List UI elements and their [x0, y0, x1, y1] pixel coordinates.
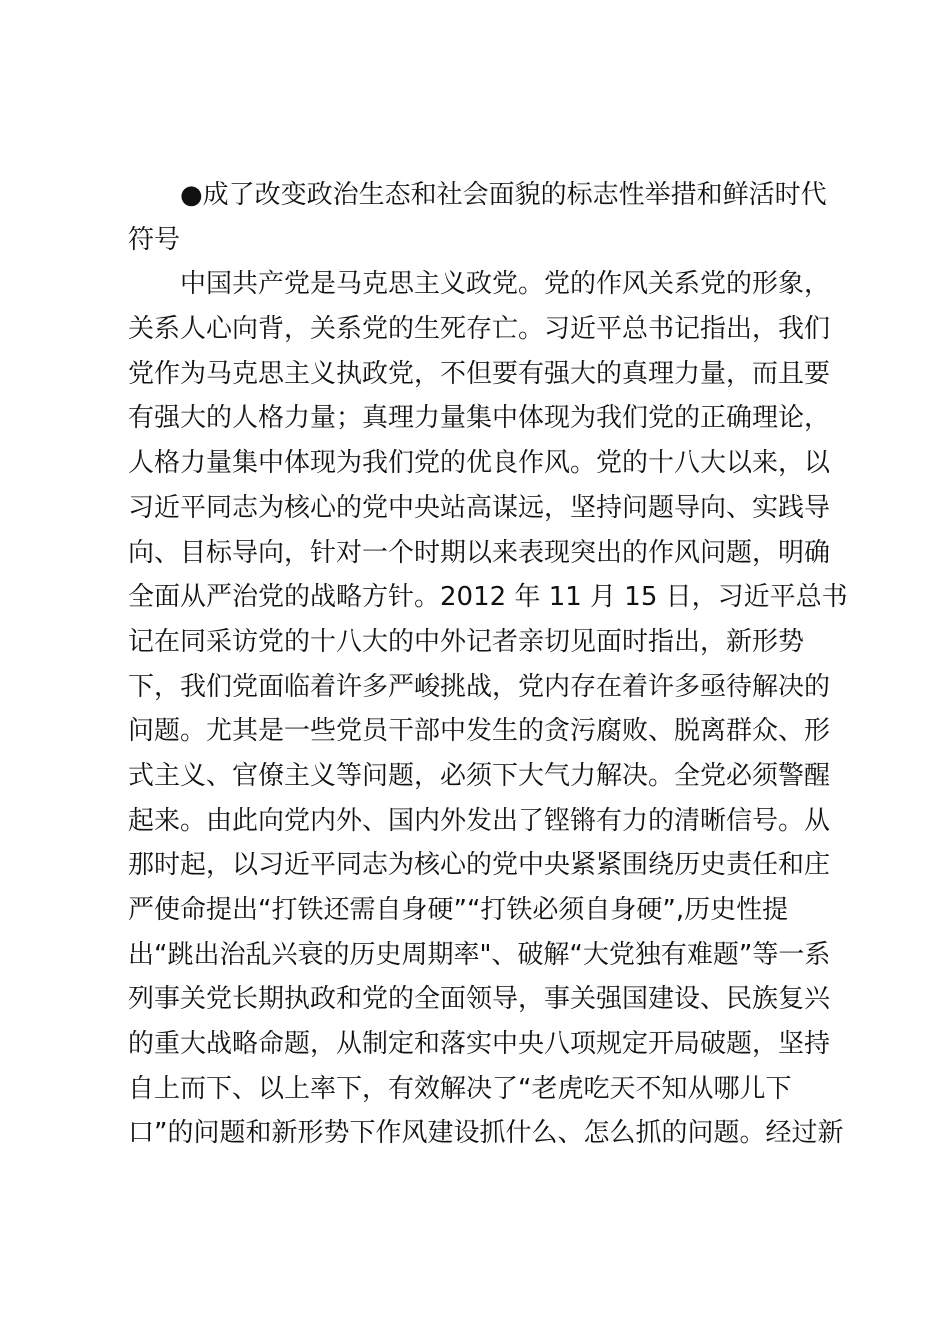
paragraph-line: 习近平同志为核心的党中央站高谋远，坚持问题导向、实践导: [128, 492, 831, 523]
paragraph-line: 那时起，以习近平同志为核心的党中央紧紧围绕历史责任和庄: [128, 850, 831, 881]
paragraph-line: 中国共产党是马克思主义政党。党的作风关系党的形象，: [180, 269, 831, 300]
paragraph-line: 起来。由此向党内外、国内外发出了铿锵有力的清晰信号。从: [128, 805, 831, 836]
paragraph-line: 问题。尤其是一些党员干部中发生的贪污腐败、脱离群众、形: [128, 716, 831, 747]
paragraph-line: 的重大战略命题，从制定和落实中央八项规定开局破题，坚持: [128, 1029, 831, 1060]
paragraph-line: 向、目标导向，针对一个时期以来表现突出的作风问题，明确: [128, 537, 831, 568]
paragraph-line: 记在同采访党的十八大的中外记者亲切见面时指出，新形势: [128, 626, 805, 657]
paragraph-line: 党作为马克思主义执政党，不但要有强大的真理力量，而且要: [128, 358, 831, 389]
paragraph-line: 全面从严治党的战略方针。2012 年 11 月 15 日，习近平总书: [128, 582, 848, 613]
paragraph-line: 人格力量集中体现为我们党的优良作风。党的十八大以来，以: [128, 448, 831, 479]
heading-line-1: ●成了改变政治生态和社会面貌的标志性举措和鲜活时代: [180, 180, 827, 210]
paragraph-line: 下，我们党面临着许多严峻挑战，党内存在着许多亟待解决的: [128, 671, 831, 702]
paragraph-line: 关系人心向背，关系党的生死存亡。习近平总书记指出，我们: [128, 314, 831, 345]
paragraph-line: 口”的问题和新形势下作风建设抓什么、怎么抓的问题。经过新: [128, 1118, 844, 1149]
body-text: [128, 173, 848, 1156]
paragraph-line: 自上而下、以上率下，有效解决了“老虎吃天不知从哪儿下: [128, 1073, 792, 1104]
paragraph-line: 列事关党长期执政和党的全面领导，事关强国建设、民族复兴: [128, 984, 831, 1015]
paragraph-line: 出“跳出治乱兴衰的历史周期率"、破解“大党独有难题”等一系: [128, 939, 831, 970]
heading-line-2: 符号: [128, 224, 181, 255]
paragraph-line: 式主义、官僚主义等问题，必须下大气力解决。全党必须警醒: [128, 760, 831, 791]
paragraph-line: 严使命提出“打铁还需自身硬”“打铁必须自身硬”,历史性提: [128, 895, 789, 925]
paragraph-line: 有强大的人格力量；真理力量集中体现为我们党的正确理论，: [128, 403, 831, 434]
